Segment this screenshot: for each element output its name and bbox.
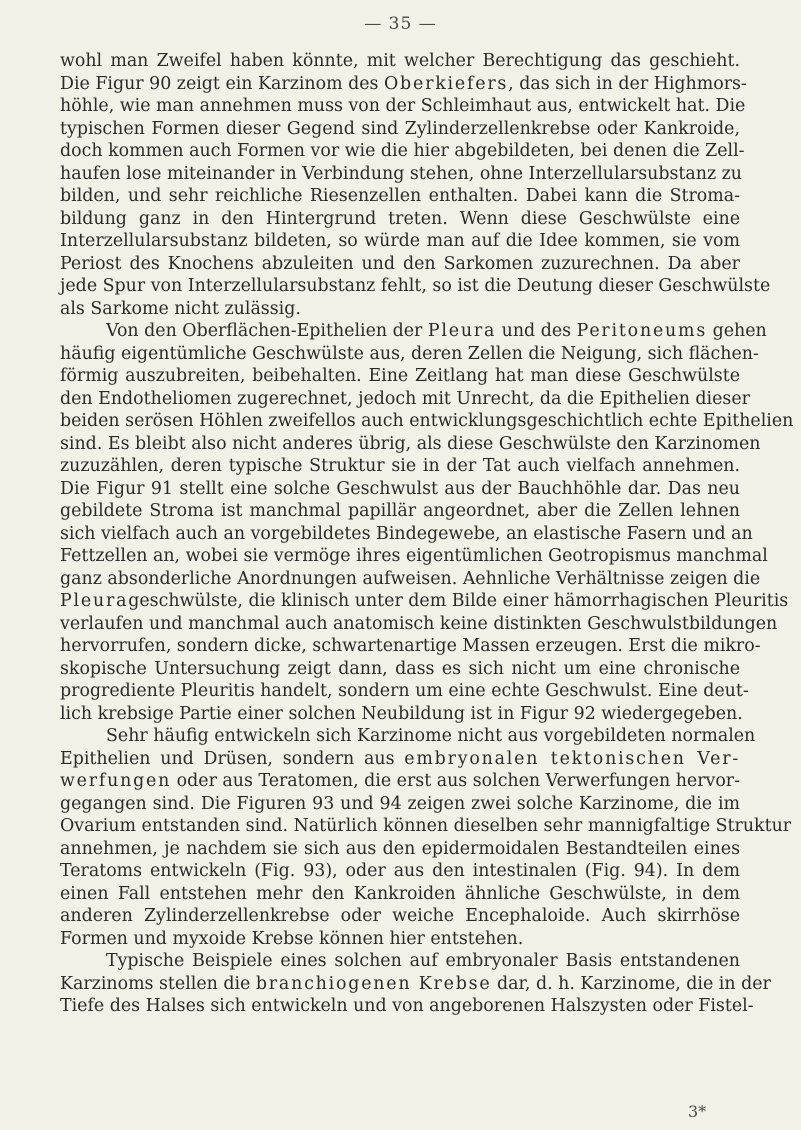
text-line: als Sarkome nicht zulässig. bbox=[60, 298, 301, 319]
text-line: höhle, wie man annehmen muss von der Schleimhaut aus, entwickelt hat. Die bbox=[60, 96, 746, 116]
emphasized-term: branchiogenen Krebse bbox=[255, 973, 492, 994]
text-line: Interzellularsubstanz bildeten, so würde man auf die Idee kommen, sie vom bbox=[60, 231, 740, 251]
text-line: Formen und myxoide Krebse können hier entstehen. bbox=[60, 928, 524, 949]
text-line: Teratoms entwickeln (Fig. 93), oder aus den intestinalen (Fig. 94). In dem bbox=[60, 861, 740, 881]
text-line: gebildete Stroma ist manchmal papillär angeordnet, aber die Zellen lehnen bbox=[60, 501, 740, 521]
text-line: Tiefe des Halses sich entwickeln und von angeborenen Halszysten oder Fistel- bbox=[60, 996, 754, 1016]
emphasized-term: Pleura bbox=[60, 591, 129, 611]
text-line: Fettzellen an, wobei sie vermöge ihres eigentümlichen Geotropismus manchmal bbox=[60, 546, 768, 566]
text-line: förmig auszubreiten, beibehalten. Eine Zeitlang hat man diese Geschwülste bbox=[60, 366, 740, 386]
paragraph bbox=[60, 320, 794, 725]
text-line: Sehr häufig entwickeln sich Karzinome nicht aus vorgebildeten normalen bbox=[106, 726, 756, 746]
text-line: sind. Es bleibt also nicht anderes übrig, als diese Geschwülste den Karzinomen bbox=[60, 433, 761, 454]
text-line: Die Figur 90 zeigt ein Karzinom des Oberkiefers, das sich in der Highmors- bbox=[60, 73, 747, 94]
text-line: skopische Untersuchung zeigt dann, dass es sich nicht um eine chronische bbox=[60, 658, 740, 679]
page-number: — 35 — bbox=[364, 14, 437, 34]
text-line: doch kommen auch Formen vor wie die hier abgebildeten, bei denen die Zell- bbox=[60, 141, 745, 161]
emphasized-term: Pleura bbox=[427, 321, 497, 341]
text-line: werfungen oder aus Teratomen, die erst aus solchen Verwerfungen hervor- bbox=[60, 771, 740, 791]
text-line: verlaufen und manchmal auch anatomisch keine distinkten Geschwulstbildungen bbox=[60, 613, 778, 634]
text-line: ganz absonderliche Anordnungen aufweisen. Aehnliche Verhältnisse zeigen die bbox=[60, 568, 761, 589]
text-line: lich krebsige Partie einer solchen Neubildung ist in Figur 92 wiedergegeben. bbox=[60, 703, 743, 724]
text-line: beiden serösen Höhlen zweifellos auch entwicklungsgeschichtlich echte Epithelien bbox=[60, 411, 794, 431]
text-line: Ovarium entstanden sind. Natürlich können dieselben sehr mannigfaltige Struktur bbox=[60, 816, 792, 836]
emphasized-term: embryonalen tektonischen Ver- bbox=[404, 748, 740, 769]
text-line: typischen Formen dieser Gegend sind Zylinderzellenkrebse oder Kankroide, bbox=[60, 118, 740, 139]
text-line: Von den Oberflächen-Epithelien der Pleura und des Peritoneums gehen bbox=[106, 321, 767, 341]
text-line: annehmen, je nachdem sie sich aus den epidermoidalen Bestandteilen eines bbox=[60, 838, 740, 859]
text-line: bildung ganz in den Hintergrund treten. Wenn diese Geschwülste eine bbox=[60, 208, 740, 229]
signature-mark: 3* bbox=[688, 1102, 707, 1121]
text-line: Periost des Knochens abzuleiten und den Sarkomen zuzurechnen. Da aber bbox=[60, 253, 740, 274]
text-line: zuzuzählen, deren typische Struktur sie in der Tat auch vielfach annehmen. bbox=[60, 456, 740, 476]
text-line: Die Figur 91 stellt eine solche Geschwulst aus der Bauchhöhle dar. Das neu bbox=[60, 478, 740, 499]
text-line: Pleurageschwülste, die klinisch unter dem Bilde einer hämorrhagischen Pleuritis bbox=[60, 591, 789, 611]
body-text bbox=[60, 50, 794, 1018]
text-line: wohl man Zweifel haben könnte, mit welcher Berechtigung das geschieht. bbox=[60, 51, 740, 71]
paragraph bbox=[60, 950, 771, 1018]
text-line: den Endotheliomen zugerechnet, jedoch mit Unrecht, da die Epithelien dieser bbox=[60, 388, 750, 409]
text-line: jede Spur von Interzellularsubstanz fehlt, so ist die Deutung dieser Geschwülste bbox=[60, 276, 771, 296]
paragraph bbox=[60, 50, 771, 320]
text-line: anderen Zylinderzellenkrebse oder weiche Encephaloide. Auch skirrhöse bbox=[60, 906, 740, 926]
emphasized-term: Peritoneums bbox=[576, 321, 708, 341]
emphasized-term: Oberkiefers bbox=[384, 73, 509, 94]
text-line: einen Fall entstehen mehr den Kankroiden ähnliche Geschwülste, in dem bbox=[60, 883, 740, 904]
text-line: gegangen sind. Die Figuren 93 und 94 zeigen zwei solche Karzinome, die im bbox=[60, 793, 740, 814]
text-line: hervorrufen, sondern dicke, schwartenartige Massen erzeugen. Erst die mikro- bbox=[60, 636, 761, 656]
paragraph bbox=[60, 725, 792, 950]
text-line: Epithelien und Drüsen, sondern aus embryonalen tektonischen Ver- bbox=[60, 748, 740, 769]
text-line: häufig eigentümliche Geschwülste aus, deren Zellen die Neigung, sich flächen- bbox=[60, 343, 759, 364]
text-line: progrediente Pleuritis handelt, sondern um eine echte Geschwulst. Eine deut- bbox=[60, 681, 749, 701]
text-line: Typische Beispiele eines solchen auf embryonaler Basis entstandenen bbox=[106, 951, 740, 971]
text-line: Karzinoms stellen die branchiogenen Krebse dar, d. h. Karzinome, die in der bbox=[60, 973, 771, 994]
emphasized-term: werfungen bbox=[60, 771, 172, 791]
text-line: haufen lose miteinander in Verbindung stehen, ohne Interzellularsubstanz zu bbox=[60, 163, 742, 184]
text-line: bilden, und sehr reichliche Riesenzellen enthalten. Dabei kann die Stroma- bbox=[60, 186, 740, 206]
text-line: sich vielfach auch an vorgebildetes Bindegewebe, an elastische Fasern und an bbox=[60, 523, 753, 544]
